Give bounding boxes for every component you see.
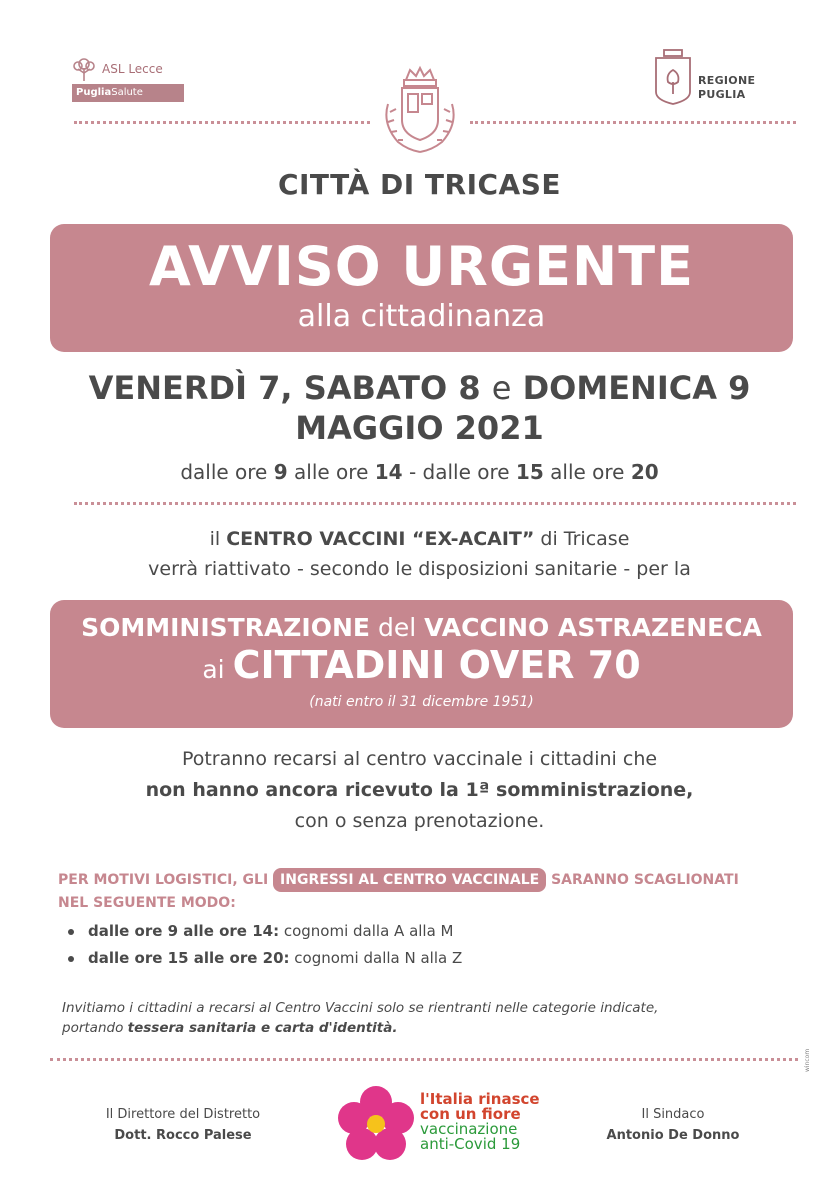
regione-logo [654, 48, 774, 108]
vaccine-banner: SOMMINISTRAZIONE del VACCINO ASTRAZENECA ai CITTADINI OVER 70 (nati entro il 31 dicembre 1951) [50, 600, 793, 728]
eligibility-text: Potranno recarsi al centro vaccinale i cittadini che non hanno ancora ricevuto la 1ª somministrazione, con o senza prenotazione. [145, 748, 694, 832]
signature-director: Il Direttore del Distretto Dott. Rocco Palese [105, 1107, 261, 1143]
city-crest-icon [378, 64, 462, 160]
campaign-slogan: l'Italia rinasce con un fiore vaccinazione anti-Covid 19 [420, 1090, 540, 1153]
list-item: dalle ore 15 alle ore 20: cognomi dalla N alla Z [66, 945, 462, 972]
flower-icon [336, 1084, 416, 1164]
dates-heading: VENERDÌ 7, SABATO 8 e DOMENICA 9 MAGGIO 2021 [88, 369, 751, 447]
printer-mark: wincom [804, 1048, 811, 1072]
regione-shield-icon [654, 48, 692, 106]
divider-top-left [74, 121, 370, 124]
birth-note: (nati entro il 31 dicembre 1951) [309, 694, 534, 710]
hours-line: dalle ore 9 alle ore 14 - dalle ore 15 alle ore 20 [180, 460, 659, 484]
banner-title: AVVISO URGENTE [149, 235, 694, 298]
divider-bottom [50, 1058, 798, 1061]
asl-logo [72, 56, 187, 102]
tree-icon [72, 56, 96, 82]
asl-subtitle: PugliaSalute [72, 84, 184, 102]
entrance-pill: INGRESSI AL CENTRO VACCINALE [273, 868, 546, 892]
regione-name: REGIONE PUGLIA [698, 74, 756, 101]
divider-top-right [470, 121, 796, 124]
invitation-text: Invitiamo i cittadini a recarsi al Centro Vaccini solo se rientranti nelle categorie indicate, portando tessera sanitaria e carta d'identità. [62, 1000, 659, 1036]
asl-name: ASL Lecce [102, 62, 163, 76]
centro-text: il CENTRO VACCINI “EX-ACAIT” di Tricase verrà riattivato - secondo le disposizioni sanitarie - per la [148, 528, 691, 580]
schedule-list [66, 918, 462, 972]
city-title: CITTÀ DI TRICASE [277, 168, 562, 201]
urgent-banner [50, 224, 793, 352]
signature-mayor: Il Sindaco Antonio De Donno [606, 1107, 740, 1143]
banner-subtitle: alla cittadinanza [297, 299, 546, 334]
list-item: dalle ore 9 alle ore 14: cognomi dalla A alla M [66, 918, 462, 945]
divider-mid [74, 502, 796, 505]
logistics-notice: PER MOTIVI LOGISTICI, GLI INGRESSI AL CENTRO VACCINALE SARANNO SCAGLIONATI NEL SEGUENTE MODO: [58, 868, 798, 914]
